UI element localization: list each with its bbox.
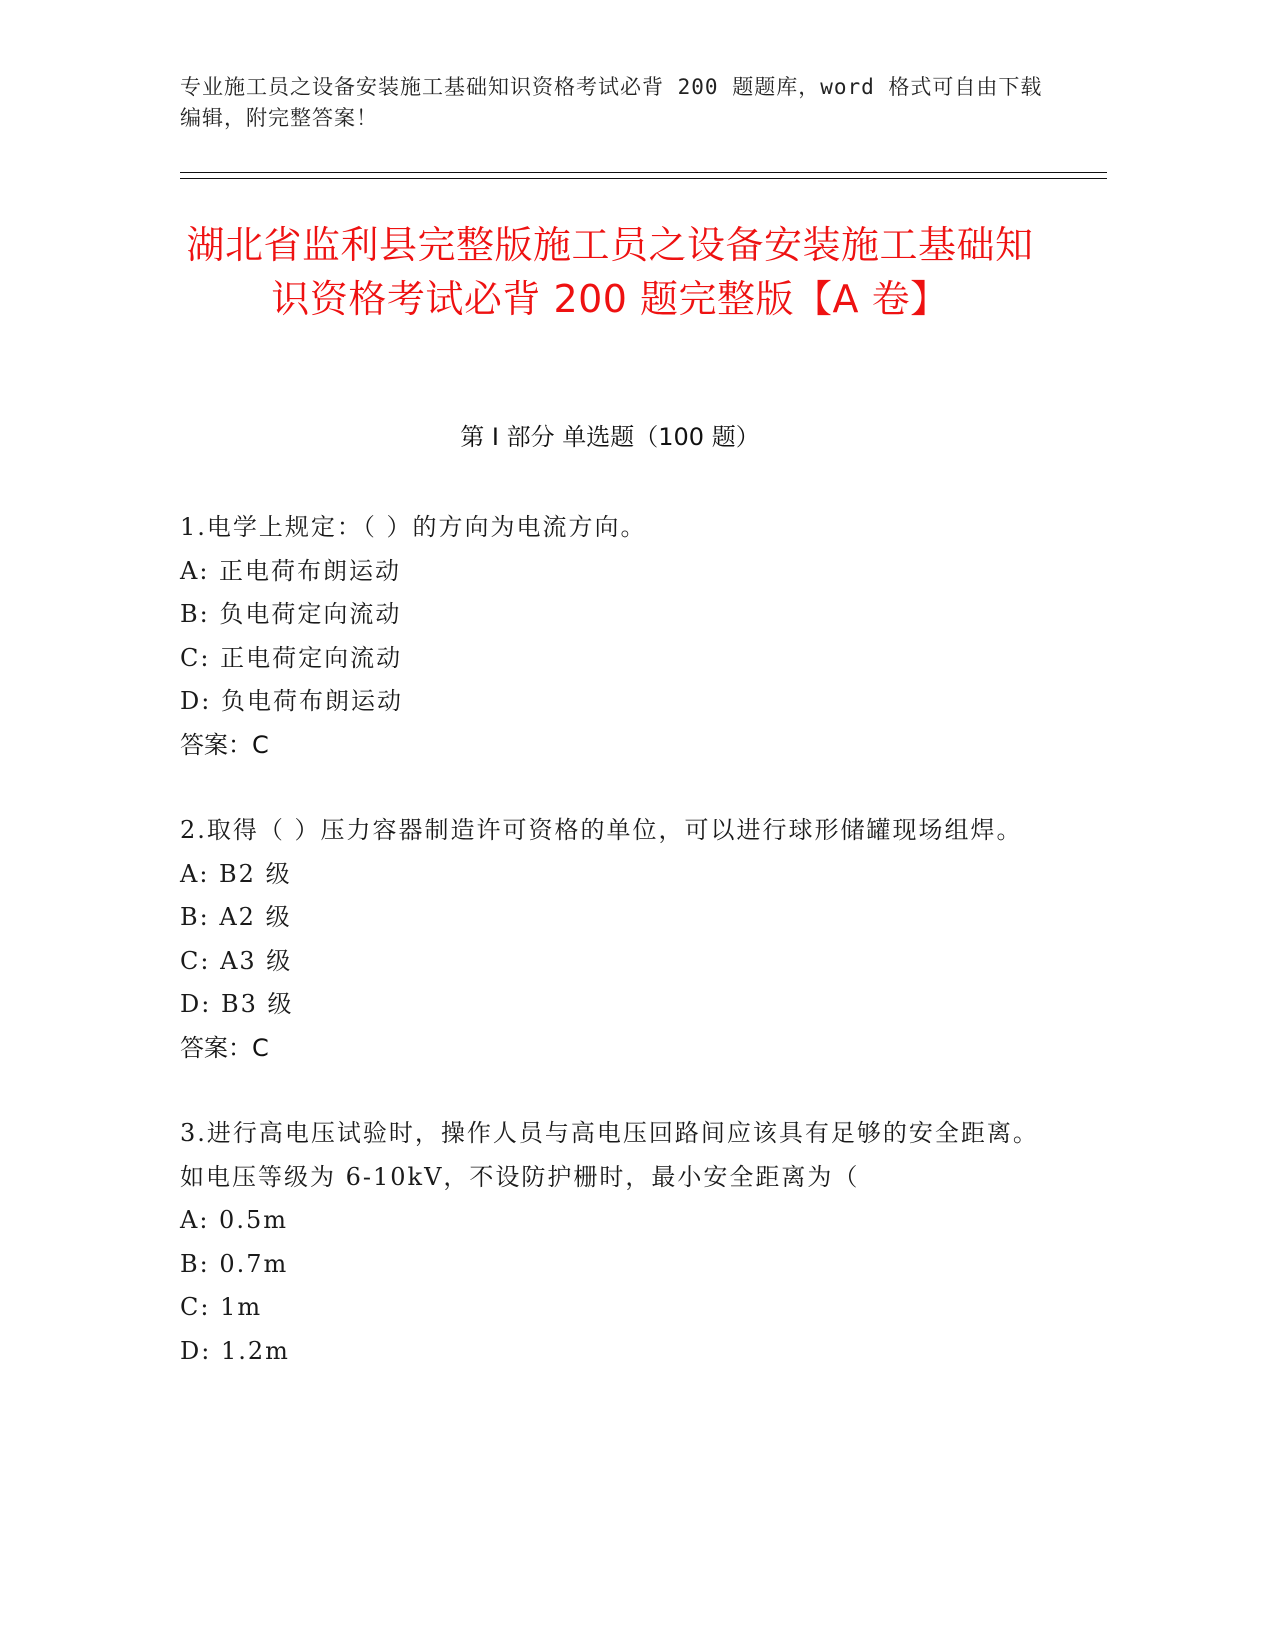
option-b: B: A2 级: [180, 903, 292, 931]
answer: 答案：C: [180, 730, 269, 759]
document-title: 湖北省监利县完整版施工员之设备安装施工基础知识资格考试必背 200 题完整版【A 卷】: [186, 223, 1034, 321]
question-3: [180, 1112, 1040, 1373]
question-stem: 3.进行高电压试验时，操作人员与高电压回路间应该具有足够的安全距离。如电压等级为 6-10kV，不设防护栅时，最小安全距离为（: [180, 1119, 1039, 1191]
section-heading: 第 I 部分 单选题（100 题）: [460, 423, 760, 451]
question-1: [180, 506, 1040, 767]
option-c: C: A3 级: [180, 946, 293, 975]
option-d: D: B3 级: [180, 990, 294, 1018]
option-c: C: 1m: [180, 1293, 263, 1321]
option-b: B: 负电荷定向流动: [180, 600, 402, 628]
question-stem: 1.电学上规定：（ ）的方向为电流方向。: [180, 513, 647, 541]
answer: 答案：C: [180, 1033, 269, 1062]
question-2: [180, 809, 1040, 1070]
option-b: B: 0.7m: [180, 1249, 289, 1278]
option-d: D: 1.2m: [180, 1336, 290, 1365]
header-note: 专业施工员之设备安装施工基础知识资格考试必背 200 题题库，word 格式可自由下载编辑，附完整答案！: [180, 75, 1043, 130]
option-a: A: 正电荷布朗运动: [180, 556, 402, 585]
option-a: A: 0.5m: [180, 1206, 288, 1234]
option-a: A: B2 级: [180, 859, 292, 888]
header-divider-top: [180, 172, 1107, 173]
option-d: D: 负电荷布朗运动: [180, 687, 403, 715]
question-list: [180, 506, 1040, 1415]
header-divider-bottom: [180, 178, 1107, 179]
question-stem: 2.取得（ ）压力容器制造许可资格的单位，可以进行球形储罐现场组焊。: [180, 816, 1023, 844]
option-c: C: 正电荷定向流动: [180, 643, 403, 672]
